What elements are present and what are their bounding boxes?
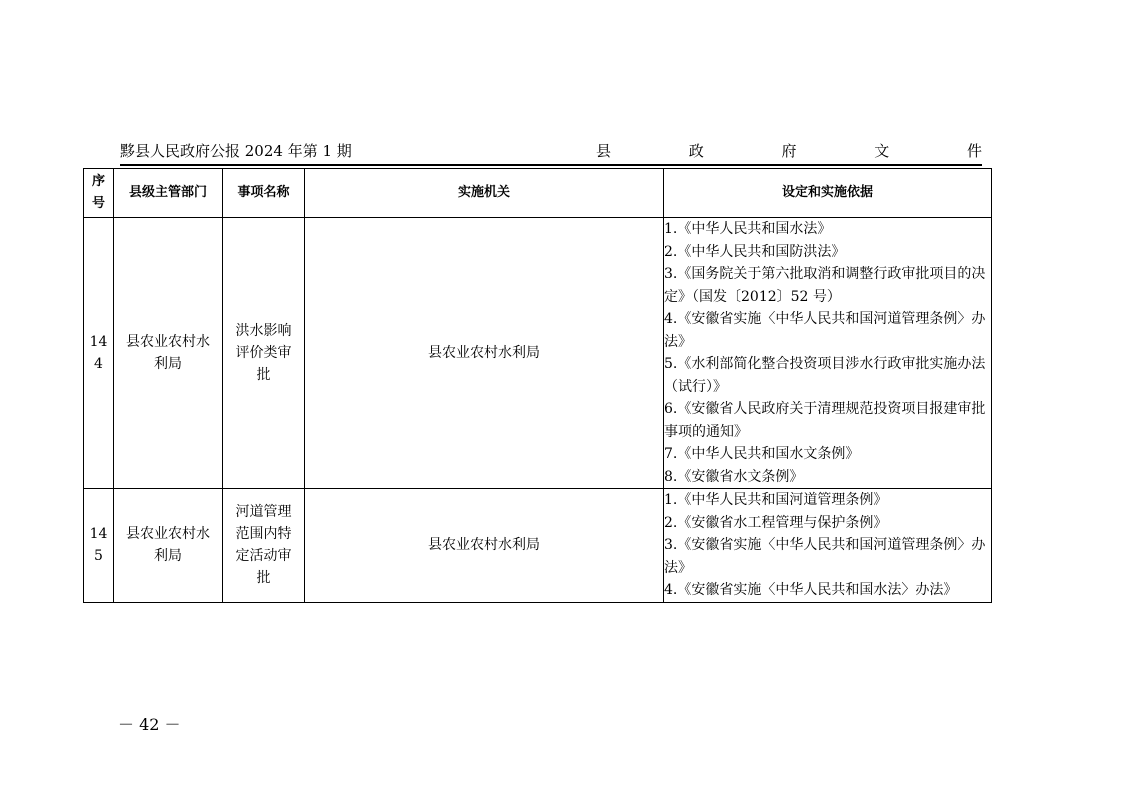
header-agency: 实施机关 — [305, 169, 664, 218]
document-type-char: 府 — [781, 142, 797, 160]
table-row — [84, 489, 992, 603]
header-num: 序号 — [84, 169, 114, 218]
basis-line: 7.《中华人民共和国水文条例》 — [664, 446, 860, 462]
document-type-char: 件 — [966, 142, 982, 160]
basis-line: 3.《安徽省实施〈中华人民共和国河道管理条例〉办法》 — [664, 537, 986, 576]
basis-line: 4.《安徽省实施〈中华人民共和国河道管理条例〉办法》 — [664, 311, 986, 350]
table-row — [84, 218, 992, 489]
row-dept: 县农业农村水利局 — [114, 489, 223, 603]
basis-line: 2.《中华人民共和国防洪法》 — [664, 243, 846, 260]
document-type-char: 文 — [874, 142, 890, 160]
row-basis — [664, 489, 992, 603]
row-agency: 县农业农村水利局 — [305, 218, 664, 489]
header-basis: 设定和实施依据 — [664, 169, 992, 218]
header-rule-thick — [120, 164, 982, 166]
row-num: 145 — [84, 489, 114, 603]
header-dept: 县级主管部门 — [114, 169, 223, 218]
table-header-row — [84, 169, 992, 218]
row-agency: 县农业农村水利局 — [305, 489, 664, 603]
document-type-label — [596, 140, 982, 162]
basis-line: 3.《国务院关于第六批取消和调整行政审批项目的决定》（国发〔2012〕52 号） — [664, 266, 986, 305]
basis-line: 2.《安徽省水工程管理与保护条例》 — [664, 514, 888, 531]
basis-line: 8.《安徽省水文条例》 — [664, 468, 804, 485]
header-item: 事项名称 — [223, 169, 305, 218]
basis-line: 1.《中华人民共和国河道管理条例》 — [664, 492, 888, 508]
approval-items-table — [83, 168, 992, 603]
page-header — [120, 140, 982, 164]
document-type-char: 政 — [688, 142, 704, 160]
row-item: 洪水影响评价类审批 — [223, 218, 305, 489]
basis-line: 4.《安徽省实施〈中华人民共和国水法〉办法》 — [664, 582, 958, 598]
document-type-char: 县 — [596, 142, 612, 160]
row-num: 144 — [84, 218, 114, 489]
page-number: － 42 － — [118, 715, 181, 734]
row-dept: 县农业农村水利局 — [114, 218, 223, 489]
basis-line: 1.《中华人民共和国水法》 — [664, 221, 832, 237]
basis-line: 6.《安徽省人民政府关于清理规范投资项目报建审批事项的通知》 — [664, 401, 986, 440]
basis-line: 5.《水利部简化整合投资项目涉水行政审批实施办法（试行）》 — [664, 356, 986, 395]
bulletin-title: 黟县人民政府公报 2024 年第 1 期 — [120, 142, 352, 160]
row-item: 河道管理范围内特定活动审批 — [223, 489, 305, 603]
row-basis — [664, 218, 992, 489]
